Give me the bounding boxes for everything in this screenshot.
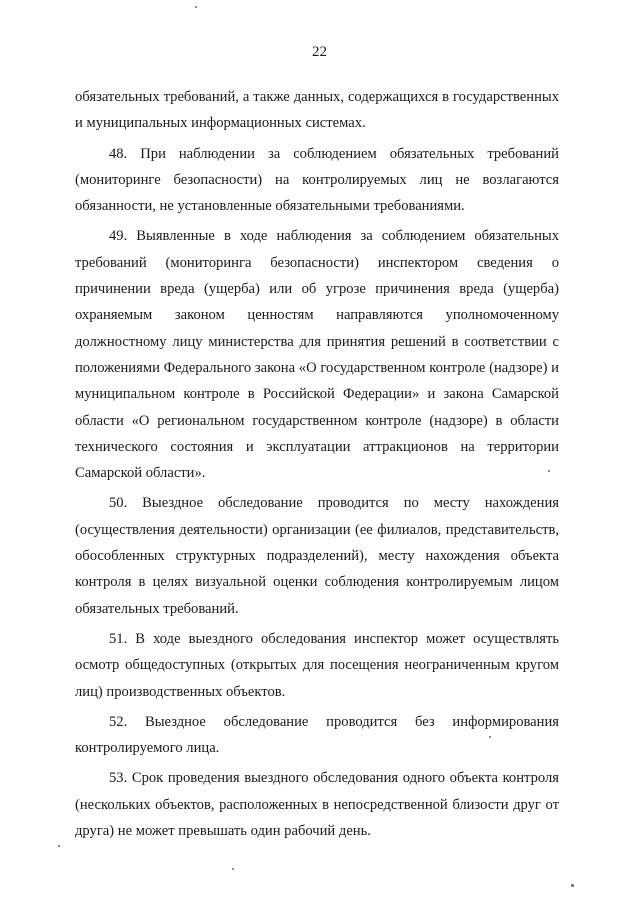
scan-speck	[232, 868, 234, 870]
paragraph-52: 52. Выездное обследование проводится без информирования контролируемого лица.	[75, 713, 559, 757]
scan-speck	[571, 884, 574, 887]
paragraph-50: 50. Выездное обследование проводится по месту нахождения (осуществления деятельности) организации (ее филиалов, представительств, обособленных структурных подразделений), месту нахождения объекта контроля в целях визуальной оценки соблюдения контролируемым лицом обязательных требований.	[75, 495, 559, 617]
scan-speck	[195, 6, 197, 8]
paragraph-48: 48. При наблюдении за соблюдением обязательных требований (мониторинге безопасности) на контролируемых лиц не возлагаются обязанности, не установленные обязательными требованиями.	[75, 145, 559, 215]
paragraph-continuation: обязательных требований, а также данных, содержащихся в государственных и муниципальных информационных системах.	[75, 89, 559, 132]
document-body	[75, 84, 559, 848]
paragraph-51: 51. В ходе выездного обследования инспектор может осуществлять осмотр общедоступных (открытых для посещения неограниченным кругом лиц) производственных объектов.	[75, 630, 559, 700]
page-number: 22	[312, 44, 327, 60]
scan-speck	[489, 736, 491, 738]
paragraph-53: 53. Срок проведения выездного обследования одного объекта контроля (нескольких объектов, расположенных в непосредственной близости друг от друга) не может превышать один рабочий день.	[75, 770, 559, 840]
paragraph-49: 49. Выявленные в ходе наблюдения за соблюдением обязательных требований (мониторинга безопасности) инспектором сведения о причинении вреда (ущерба) или об угрозе причинения вреда (ущерба) охраняемым законом ценностям направляются уполномоченному должностному лицу министерства для принятия решений в соответствии с положениями Федерального закона «О государственном контроле (надзоре) и муниципальном контроле в Российской Федерации» и закона Самарской области «О региональном государственном контроле (надзоре) в области технического состояния и эксплуатации аттракционов на территории Самарской области».	[75, 228, 559, 482]
scan-speck	[58, 845, 60, 847]
scan-speck	[548, 470, 550, 472]
